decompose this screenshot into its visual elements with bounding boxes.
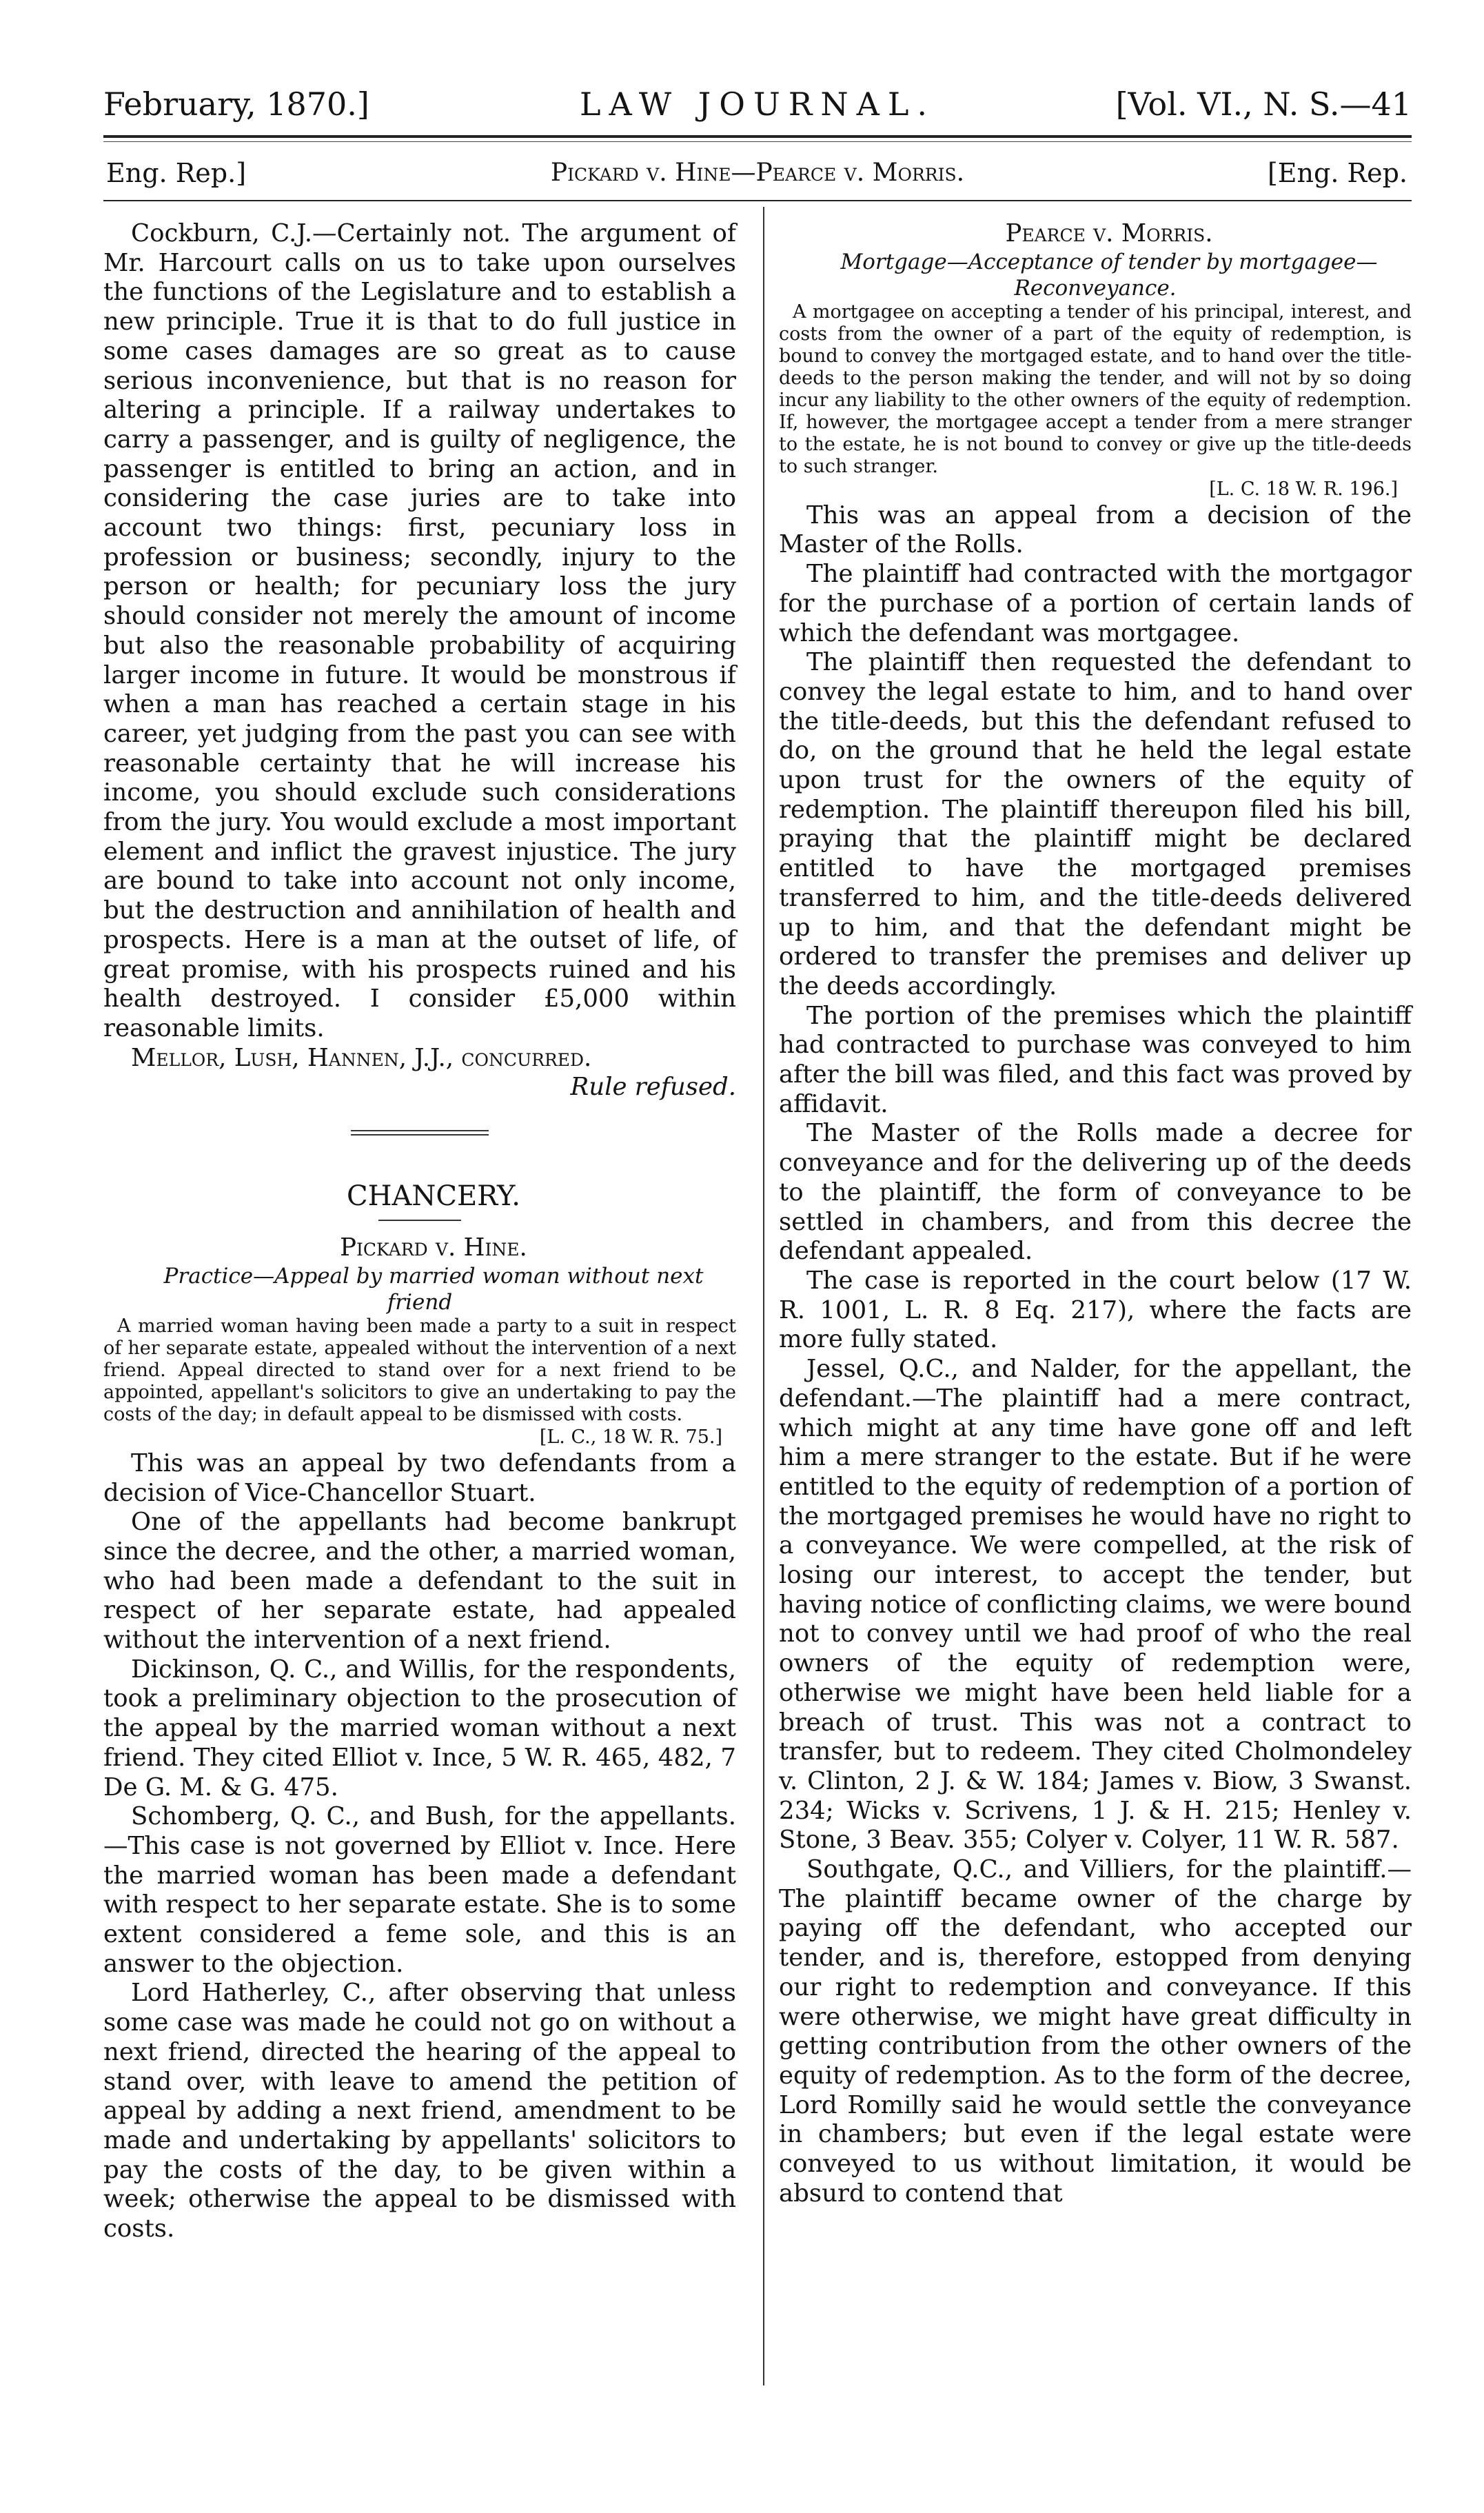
paragraph: The plaintiff then requested the defendant to convey the legal estate to him, and to hand over the title-deeds, but this the defendant refused to do, on the ground that he held the legal estate upon trust for the owners of the equity of redemption. The plaintiff thereupon filed his bill, praying that the plaintiff might be declared entitled to have the mortgaged premises transferred to him, and the title-deeds delivered up to him, and that the defendant might be ordered to transfer the premises and deliver up the deeds accordingly. [779, 648, 1412, 1000]
column-separator [763, 207, 764, 2385]
paragraph: The Master of the Rolls made a decree for conveyance and for the delivering up of the deeds to the plaintiff, the form of conveyance to be settled in chambers, and from this decree the defendant appealed. [779, 1119, 1412, 1266]
right-column [779, 219, 1412, 2208]
citation-pearce: [L. C. 18 W. R. 196.] [1209, 478, 1398, 500]
volume-page: [Vol. VI., N. S.—41 [1115, 85, 1412, 123]
paragraph: Lord Hatherley, C., after observing that unless some case was made he could not go on without a next friend, directed the hearing of the appeal to stand over, with leave to amend the petition of appeal by adding a next friend, amendment to be made and undertaking by appellants' solicitors to pay the costs of the day, to be given within a week; otherwise the appeal to be dismissed with costs. [103, 1979, 736, 2243]
paragraph: Schomberg, Q. C., and Bush, for the appellants.—This case is not governed by Elliot v. Ince. Here the married woman has been made a defendant with respect to her separate estate. She is to some extent considered a feme sole, and this is an answer to the objection. [103, 1802, 736, 1978]
journal-title: LAW JOURNAL. [580, 85, 935, 123]
left-column [103, 219, 736, 2244]
case-title-pickard: Pickard v. Hine. [340, 1233, 527, 1262]
case-subject-pickard: Practice—Appeal by married woman without next friend [163, 1263, 704, 1315]
syllabus-pickard: A married woman having been made a party to a suit in respect of her separate estate, appealed without the intervention of a next friend. Appeal directed to stand over for a next friend to be appointed, appellant's solicitors to give an undertaking to pay the costs of the day; in default appeal to be dismissed with costs. [103, 1315, 736, 1425]
running-head-rule [103, 200, 1412, 201]
paragraph: One of the appellants had become bankrupt since the decree, and the other, a married woman, who had been made a defendant to the suit in respect of her separate estate, had appealed without the intervention of a next friend. [103, 1508, 736, 1655]
paragraph: Dickinson, Q. C., and Willis, for the respondents, took a preliminary objection to the prosecution of the appeal by the married woman without a next friend. They cited Elliot v. Ince, 5 W. R. 465, 482, 7 De G. M. & G. 475. [103, 1655, 736, 1802]
cockburn-opinion: Cockburn, C.J.—Certainly not. The argument of Mr. Harcourt calls on us to take upon ourselves the functions of the Legislature and to establish a new principle. True it is that to do full justice in some cases damages are so great as to cause serious inconvenience, but that is no reason for altering a principle. If a railway undertakes to carry a passenger, and is guilty of negligence, the passenger is entitled to bring an action, and in considering the case juries are to take into account two things: first, pecuniary loss in profession or business; secondly, injury to the person or health; for pecuniary loss the jury should consider not merely the amount of income but also the reasonable probability of acquiring larger income in future. It would be monstrous if when a man has reached a certain stage in his career, yet judging from the past you can see with reasonable certainty that he will increase his income, you should exclude such considerations from the jury. You would exclude a most important element and inflict the gravest injustice. The jury are bound to take into account not only income, but the destruction and annihilation of health and prospects. Here is a man at the outset of life, of great promise, with his prospects ruined and his health destroyed. I consider £5,000 within reasonable limits. [103, 219, 736, 1042]
paragraph: This was an appeal from a decision of the Master of the Rolls. [779, 501, 1412, 559]
masthead [103, 81, 1412, 127]
section-divider [351, 1130, 489, 1136]
running-head [103, 153, 1412, 193]
running-head-right: [Eng. Rep. [1267, 158, 1407, 188]
masthead-rule-thin [103, 141, 1412, 142]
paragraph: This was an appeal by two defendants from a decision of Vice-Chancellor Stuart. [103, 1449, 736, 1507]
heading-rule [378, 1220, 461, 1221]
syllabus-pearce: A mortgagee on accepting a tender of his principal, interest, and costs from the owner of a part of the equity of redemption, is bound to convey the mortgaged estate, and to hand over the title-deeds to the person making the tender, and will not by so doing incur any liability to the other owners of the equity of redemption. If, however, the mortgagee accept a tender from a mere stranger to the estate, he is not bound to convey or give up the title-deeds to such stranger. [779, 301, 1412, 477]
case-title-pearce: Pearce v. Morris. [1005, 219, 1213, 248]
masthead-rule [103, 135, 1412, 138]
running-head-center: Pickard v. Hine—Pearce v. Morris. [550, 159, 965, 187]
paragraph: The portion of the premises which the plaintiff had contracted to purchase was conveyed to him after the bill was filed, and this fact was proved by affidavit. [779, 1001, 1412, 1118]
issue-date: February, 1870.] [103, 85, 369, 123]
paragraph: Jessel, Q.C., and Nalder, for the appellant, the defendant.—The plaintiff had a mere contract, which might at any time have gone off and left him a mere stranger to the estate. But if he were entitled to the equity of redemption of a portion of the mortgaged premises he would have no right to a conveyance. We were compelled, at the risk of losing our interest, to accept the tender, but having notice of conflicting claims, we were bound not to convey until we had proof of who the real owners of the equity of redemption were, otherwise we might have been held liable for a breach of trust. This was not a contract to transfer, but to redeem. They cited Cholmondeley v. Clinton, 2 J. & W. 184; James v. Biow, 3 Swanst. 234; Wicks v. Scrivens, 1 J. & H. 215; Henley v. Stone, 3 Beav. 355; Colyer v. Colyer, 11 W. R. 587. [779, 1355, 1412, 1855]
rule-refused: Rule refused. [570, 1073, 736, 1102]
citation-pickard: [L. C., 18 W. R. 75.] [539, 1426, 722, 1448]
paragraph: The case is reported in the court below (17 W. R. 1001, L. R. 8 Eq. 217), where the facts are more fully stated. [779, 1266, 1412, 1354]
paragraph: Southgate, Q.C., and Villiers, for the plaintiff.—The plaintiff became owner of the charge by paying off the defendant, who accepted our tender, and is, therefore, estopped from denying our right to redemption and conveyance. If this were otherwise, we might have great difficulty in getting contribution from the other owners of the equity of redemption. As to the form of the decree, Lord Romilly said he would settle the conveyance in chambers; but even if the legal estate were conveyed to us without limitation, it would be absurd to contend that [779, 1855, 1412, 2208]
concurrence: Mellor, Lush, Hannen, J.J., concurred. [131, 1043, 592, 1072]
paragraph: The plaintiff had contracted with the mortgagor for the purchase of a portion of certain lands of which the defendant was mortgagee. [779, 560, 1412, 647]
section-heading-chancery: CHANCERY. [346, 1180, 521, 1213]
running-head-left: Eng. Rep.] [106, 158, 247, 188]
case-subject-pearce: Mortgage—Acceptance of tender by mortgagee—Reconveyance. [840, 249, 1378, 301]
